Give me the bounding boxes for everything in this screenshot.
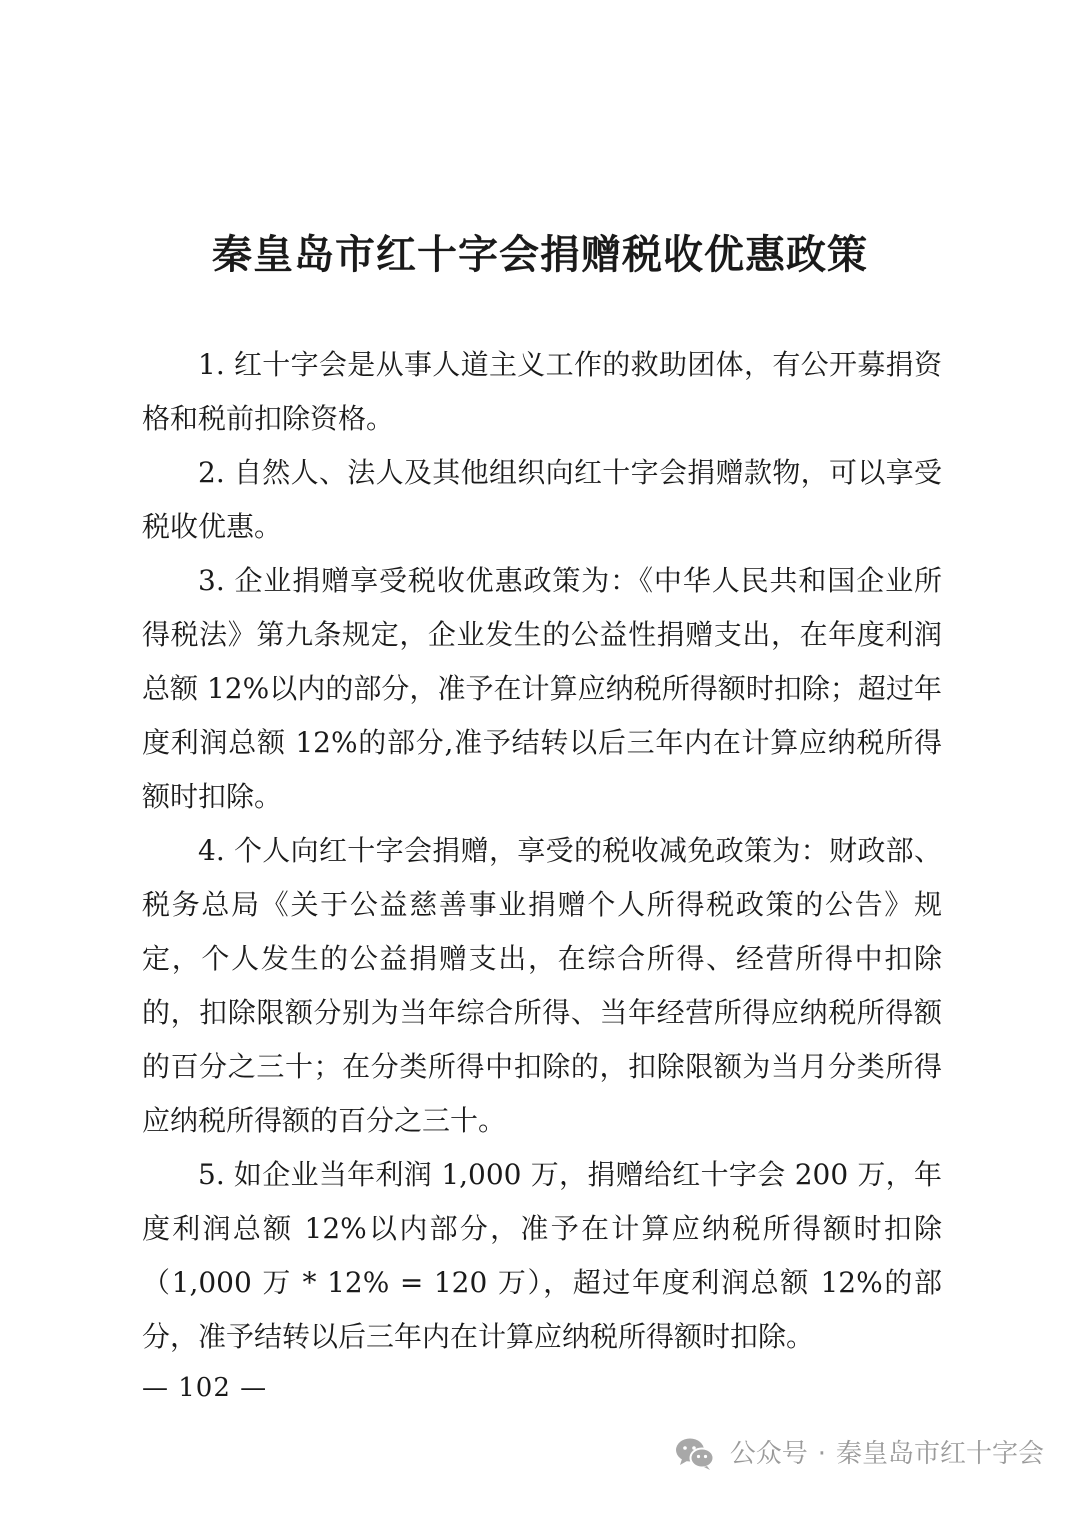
paragraph-4: 4. 个人向红十字会捐赠，享受的税收减免政策为：财政部、税务总局《关于公益慈善事业捐赠个人所得税政策的公告》规定，个人发生的公益捐赠支出，在综合所得、经营所得中扣除的，扣除限额分别为当年综合所得、当年经营所得应纳税所得额的百分之三十；在分类所得中扣除的，扣除限额为当月分类所得应纳税所得额的百分之三十。 — [142, 834, 942, 1137]
watermark-account: 秦皇岛市红十字会 — [835, 1439, 1044, 1469]
document-title: 秦皇岛市红十字会捐赠税收优惠政策 — [212, 230, 868, 278]
paragraph-3: 3. 企业捐赠享受税收优惠政策为：《中华人民共和国企业所得税法》第九条规定，企业发生的公益性捐赠支出，在年度利润总额 12%以内的部分，准予在计算应纳税所得额时扣除；超过年度利润总额 12%的部分,准予结转以后三年内在计算应纳税所得额时扣除。 — [142, 564, 942, 813]
wechat-icon — [674, 1436, 716, 1472]
paragraph-2: 2. 自然人、法人及其他组织向红十字会捐赠款物，可以享受税收优惠。 — [142, 456, 942, 543]
paragraph-1: 1. 红十字会是从事人道主义工作的救助团体，有公开募捐资格和税前扣除资格。 — [142, 348, 942, 435]
page-number: — 102 — — [142, 1373, 268, 1403]
document-body — [142, 338, 942, 1364]
wechat-watermark — [674, 1434, 1044, 1474]
watermark-prefix: 公众号 — [729, 1439, 808, 1469]
watermark-separator: · — [817, 1439, 826, 1469]
paragraph-5: 5. 如企业当年利润 1,000 万，捐赠给红十字会 200 万，年度利润总额 12%以内部分，准予在计算应纳税所得额时扣除（1,000 万 * 12% = 120 万），超过年度利润总额 12%的部分，准予结转以后三年内在计算应纳税所得额时扣除。 — [142, 1158, 942, 1353]
